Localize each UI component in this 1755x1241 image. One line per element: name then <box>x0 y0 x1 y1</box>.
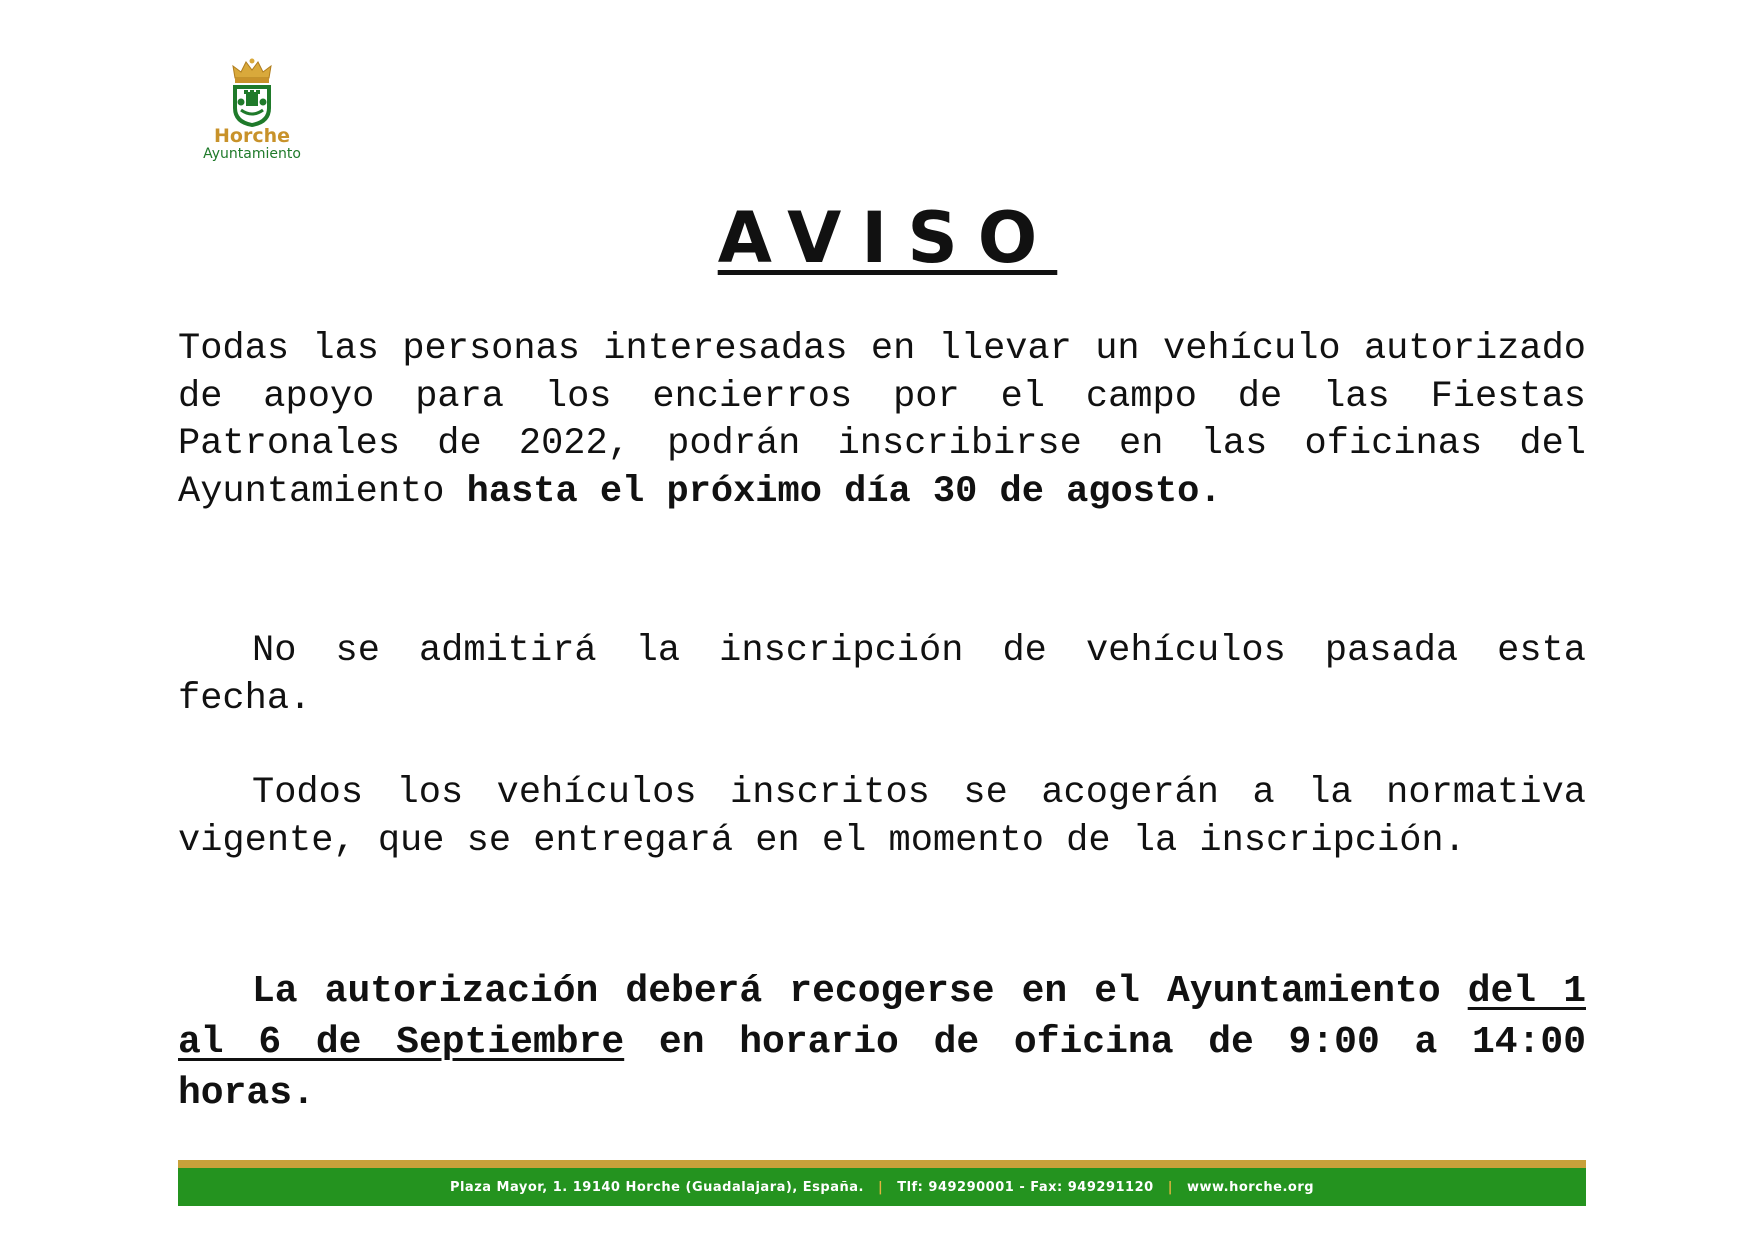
regulations-text: Todos los vehículos inscritos se acogerán a la normativa vigente, que se entregará en el momento de la inscripción. <box>178 772 1586 862</box>
late-registration-text: No se admitirá la inscripción de vehículos pasada esta fecha. <box>178 630 1586 720</box>
notice-title-text: AVISO <box>717 197 1058 279</box>
logo-name: Horche <box>214 125 290 147</box>
pickup-dates: del 1 al 6 de Septiembre <box>178 970 1586 1064</box>
paragraph-regulations <box>178 770 1586 865</box>
coat-of-arms-icon <box>229 58 275 128</box>
municipal-logo <box>196 58 308 162</box>
paragraph-late-registration <box>178 628 1586 723</box>
footer-web: www.horche.org <box>1186 1179 1315 1195</box>
footer-address: Plaza Mayor, 1. 19140 Horche (Guadalajara), España. <box>449 1179 864 1195</box>
logo-subtitle: Ayuntamiento <box>203 146 301 162</box>
footer-separator: | <box>877 1179 884 1195</box>
registration-text: Todas las personas interesadas en llevar un vehículo autorizado de apoyo para los encierros por el campo de las Fiestas Patronales de 2022, podrán inscribirse en las oficinas del Ayuntamiento <box>178 328 1586 513</box>
registration-deadline: hasta el próximo día 30 de agosto. <box>466 470 1222 513</box>
pickup-text-b: en horario de oficina de 9:00 a 14:00 horas. <box>178 1021 1587 1115</box>
paragraph-pickup <box>178 966 1586 1119</box>
footer-bar <box>178 1160 1586 1206</box>
pickup-text-a: La autorización deberá recogerse en el Ayuntamiento <box>252 970 1468 1013</box>
footer-separator: | <box>1167 1179 1173 1195</box>
footer-phone-fax: Tlf: 949290001 - Fax: 949291120 <box>897 1179 1154 1195</box>
paragraph-registration <box>178 326 1586 516</box>
notice-title <box>0 196 1755 280</box>
footer-gold-stripe <box>178 1160 1586 1168</box>
footer-contact <box>178 1168 1586 1206</box>
